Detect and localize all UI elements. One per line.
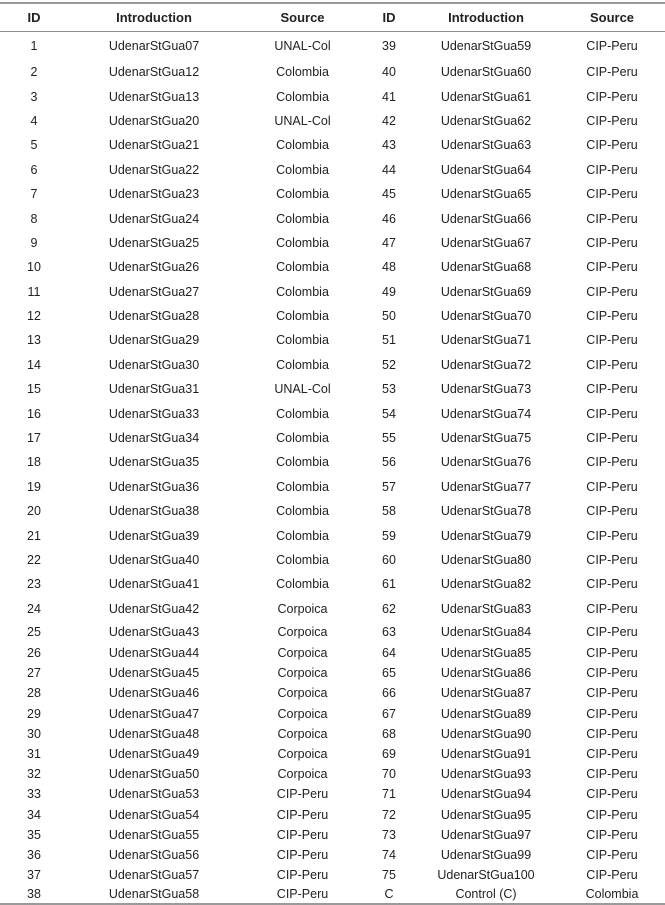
cell-source-left: CIP-Peru [276,847,329,862]
cell-source-right: CIP-Peru [586,333,638,348]
cell-source-left: CIP-Peru [276,887,329,902]
table-row [0,182,665,206]
cell-introduction-left: UdenarStGua46 [108,686,200,701]
cell-source-left: Colombia [276,577,329,592]
cell-source-left: Colombia [276,211,329,226]
cell-introduction-right: UdenarStGua61 [440,89,532,104]
cell-introduction-right: UdenarStGua77 [440,479,532,494]
cell-source-right: CIP-Peru [586,235,638,250]
table-row [0,663,665,683]
cell-id-left: 25 [27,624,41,639]
cell-source-left: Colombia [276,260,329,275]
cell-id-left: 36 [27,847,41,862]
cell-introduction-right: UdenarStGua94 [440,787,532,802]
cell-id-left: 27 [27,666,41,681]
table-row [0,724,665,744]
cell-id-left: 38 [27,887,41,902]
cell-id-right: 41 [382,89,396,104]
cell-introduction-right: UdenarStGua78 [440,504,532,519]
cell-id-left: 30 [27,726,41,741]
cell-id-left: 19 [27,479,41,494]
cell-id-left: 1 [30,39,38,53]
table-row [0,704,665,724]
cell-introduction-left: UdenarStGua43 [108,624,200,639]
cell-source-left: Colombia [276,357,329,372]
cell-introduction-right: UdenarStGua80 [440,553,532,567]
table-row [0,377,665,401]
cell-source-right: CIP-Peru [586,807,638,822]
cell-introduction-left: UdenarStGua28 [108,309,200,324]
cell-introduction-left: UdenarStGua30 [108,357,200,372]
cell-introduction-right: UdenarStGua71 [440,333,532,348]
cell-introduction-left: UdenarStGua55 [108,827,200,842]
cell-introduction-left: UdenarStGua54 [108,807,200,822]
cell-source-left: UNAL-Col [274,382,331,397]
cell-id-left: 37 [27,868,41,883]
table-row [0,133,665,157]
cell-source-right: CIP-Peru [586,284,638,299]
cell-introduction-right: UdenarStGua83 [440,601,532,616]
cell-id-right: 64 [382,646,396,661]
table-row [0,60,665,84]
cell-introduction-right: UdenarStGua86 [440,666,532,681]
cell-introduction-left: UdenarStGua49 [108,747,200,762]
cell-id-right: 53 [382,382,396,397]
cell-id-right: 52 [382,357,396,372]
table-row [0,32,665,60]
cell-introduction-right: UdenarStGua89 [440,706,532,721]
cell-source-left: CIP-Peru [276,787,329,802]
cell-introduction-left: UdenarStGua39 [108,528,200,543]
cell-id-left: 11 [27,284,41,299]
cell-source-right: CIP-Peru [586,686,638,701]
cell-source-left: Colombia [276,528,329,543]
cell-source-left: Colombia [276,65,329,80]
cell-id-right: 61 [382,577,396,592]
cell-id-right: C [384,887,394,902]
cell-source-right: CIP-Peru [586,624,638,639]
cell-id-right: 47 [382,235,396,250]
cell-introduction-right: UdenarStGua74 [440,406,532,421]
cell-source-right: CIP-Peru [586,767,638,782]
cell-source-left: Colombia [276,553,329,567]
cell-source-left: Colombia [276,455,329,470]
cell-introduction-right: UdenarStGua82 [440,577,532,592]
cell-id-right: 57 [382,479,396,494]
cell-id-left: 29 [27,706,41,721]
table-row [0,475,665,499]
cell-source-right: CIP-Peru [586,601,638,616]
cell-source-right: CIP-Peru [586,89,638,104]
cell-source-right: Colombia [585,887,639,902]
table-row [0,353,665,377]
cell-source-right: CIP-Peru [586,706,638,721]
cell-introduction-right: UdenarStGua100 [437,868,535,883]
table-row [0,621,665,643]
cell-source-right: CIP-Peru [586,726,638,741]
cell-source-right: CIP-Peru [586,138,638,153]
cell-id-left: 10 [27,260,41,275]
cell-introduction-left: UdenarStGua12 [108,65,200,80]
cell-source-right: CIP-Peru [586,406,638,421]
table-row [0,764,665,784]
cell-source-left: Colombia [276,309,329,324]
cell-introduction-left: UdenarStGua22 [108,162,200,177]
cell-id-right: 40 [382,65,396,80]
cell-source-right: CIP-Peru [586,39,638,53]
cell-id-right: 55 [382,431,396,446]
cell-introduction-left: UdenarStGua56 [108,847,200,862]
cell-id-left: 35 [27,827,41,842]
table-row [0,825,665,845]
cell-id-right: 67 [382,706,396,721]
cell-id-right: 73 [382,827,396,842]
cell-source-right: CIP-Peru [586,479,638,494]
cell-introduction-right: UdenarStGua63 [440,138,532,153]
cell-id-right: 51 [382,333,396,348]
cell-introduction-right: UdenarStGua64 [440,162,532,177]
table-row [0,280,665,304]
cell-introduction-right: UdenarStGua66 [440,211,532,226]
cell-source-left: Colombia [276,187,329,202]
cell-source-right: CIP-Peru [586,553,638,567]
cell-id-left: 8 [30,211,38,226]
cell-source-left: Colombia [276,333,329,348]
cell-id-left: 33 [27,787,41,802]
cell-id-right: 49 [382,284,396,299]
cell-id-left: 4 [30,113,38,128]
table-row [0,523,665,547]
cell-id-left: 6 [30,162,38,177]
cell-introduction-right: UdenarStGua97 [440,827,532,842]
cell-source-right: CIP-Peru [586,113,638,128]
cell-introduction-right: UdenarStGua91 [440,747,532,762]
table-row [0,784,665,804]
cell-source-left: Corpoica [277,686,328,701]
cell-source-right: CIP-Peru [586,577,638,592]
cell-introduction-right: UdenarStGua67 [440,235,532,250]
cell-id-left: 3 [30,89,38,104]
cell-id-left: 34 [27,807,41,822]
cell-introduction-left: UdenarStGua21 [108,138,200,153]
cell-id-right: 50 [382,309,396,324]
cell-introduction-left: UdenarStGua36 [108,479,200,494]
cell-source-left: Colombia [276,235,329,250]
cell-source-right: CIP-Peru [586,504,638,519]
cell-source-left: Colombia [276,162,329,177]
cell-introduction-left: UdenarStGua42 [108,601,200,616]
cell-id-left: 24 [27,601,41,616]
cell-id-left: 16 [27,406,41,421]
cell-id-left: 32 [27,767,41,782]
cell-id-left: 31 [27,747,41,762]
cell-introduction-left: UdenarStGua45 [108,666,200,681]
cell-introduction-left: UdenarStGua50 [108,767,200,782]
cell-introduction-left: UdenarStGua34 [108,431,200,446]
cell-introduction-right: UdenarStGua76 [440,455,532,470]
cell-source-right: CIP-Peru [586,65,638,80]
cell-source-left: Colombia [276,284,329,299]
cell-id-right: 72 [382,807,396,822]
cell-id-left: 18 [27,455,41,470]
cell-introduction-right: UdenarStGua85 [440,646,532,661]
cell-source-right: CIP-Peru [586,187,638,202]
cell-introduction-right: UdenarStGua90 [440,726,532,741]
table-row [0,597,665,621]
cell-introduction-left: UdenarStGua07 [108,39,200,53]
cell-introduction-left: UdenarStGua38 [108,504,200,519]
cell-id-right: 66 [382,686,396,701]
header-source-left: Source [280,10,325,25]
cell-source-right: CIP-Peru [586,455,638,470]
header-introduction-right: Introduction [448,10,524,25]
cell-source-left: Colombia [276,504,329,519]
cell-introduction-right: UdenarStGua68 [440,260,532,275]
cell-id-right: 69 [382,747,396,762]
cell-introduction-right: UdenarStGua73 [440,382,532,397]
cell-id-left: 21 [27,528,41,543]
table-row [0,683,665,703]
cell-source-right: CIP-Peru [586,646,638,661]
cell-introduction-right: UdenarStGua59 [440,39,532,53]
cell-introduction-right: UdenarStGua84 [440,624,532,639]
cell-id-right: 59 [382,528,396,543]
cell-source-left: Corpoica [277,666,328,681]
table-row [0,548,665,572]
cell-source-left: Colombia [276,138,329,153]
cell-introduction-right: UdenarStGua87 [440,686,532,701]
cell-source-right: CIP-Peru [586,357,638,372]
cell-source-right: CIP-Peru [586,827,638,842]
cell-source-left: Colombia [276,479,329,494]
table-row [0,304,665,328]
cell-id-left: 9 [30,235,38,250]
cell-id-right: 42 [382,113,396,128]
cell-source-right: CIP-Peru [586,260,638,275]
cell-source-left: Corpoica [277,767,328,782]
header-id-left: ID [27,10,41,25]
cell-introduction-left: UdenarStGua41 [108,577,200,592]
table-row [0,206,665,230]
table-row [0,255,665,279]
cell-id-right: 39 [382,39,396,53]
cell-introduction-left: UdenarStGua26 [108,260,200,275]
cell-introduction-right: UdenarStGua95 [440,807,532,822]
cell-introduction-left: UdenarStGua35 [108,455,200,470]
cell-source-left: Corpoica [277,726,328,741]
table-row [0,401,665,425]
table-row [0,109,665,133]
cell-introduction-left: UdenarStGua58 [108,887,200,902]
cell-id-right: 71 [382,787,396,802]
cell-source-left: CIP-Peru [276,827,329,842]
cell-id-right: 70 [382,767,396,782]
table-row [0,231,665,255]
cell-introduction-right: Control (C) [455,887,517,902]
cell-source-right: CIP-Peru [586,747,638,762]
cell-introduction-right: UdenarStGua65 [440,187,532,202]
cell-source-left: Colombia [276,406,329,421]
cell-source-right: CIP-Peru [586,309,638,324]
cell-id-right: 44 [382,162,396,177]
cell-source-left: Corpoica [277,601,328,616]
cell-source-left: CIP-Peru [276,868,329,883]
cell-id-left: 15 [27,382,41,397]
cell-source-left: Corpoica [277,706,328,721]
cell-id-left: 5 [30,138,38,153]
cell-source-right: CIP-Peru [586,868,638,883]
table-row [0,804,665,824]
table-body [0,32,665,903]
cell-source-right: CIP-Peru [586,787,638,802]
cell-source-right: CIP-Peru [586,847,638,862]
cell-introduction-left: UdenarStGua24 [108,211,200,226]
cell-id-left: 17 [27,431,41,446]
cell-source-right: CIP-Peru [586,382,638,397]
cell-source-left: Corpoica [277,747,328,762]
cell-id-left: 20 [27,504,41,519]
cell-id-right: 62 [382,601,396,616]
cell-introduction-right: UdenarStGua93 [440,767,532,782]
cell-id-right: 45 [382,187,396,202]
cell-source-right: CIP-Peru [586,666,638,681]
cell-id-right: 43 [382,138,396,153]
cell-id-left: 12 [27,309,41,324]
cell-introduction-left: UdenarStGua13 [108,89,200,104]
cell-introduction-left: UdenarStGua44 [108,646,200,661]
cell-introduction-right: UdenarStGua99 [440,847,532,862]
table-row [0,744,665,764]
cell-introduction-right: UdenarStGua70 [440,309,532,324]
cell-id-right: 65 [382,666,396,681]
cell-source-right: CIP-Peru [586,211,638,226]
header-source-right: Source [589,10,635,25]
table-row [0,845,665,865]
cell-id-left: 22 [27,553,41,567]
cell-source-right: CIP-Peru [586,162,638,177]
cell-introduction-left: UdenarStGua53 [108,787,200,802]
cell-id-right: 68 [382,726,396,741]
table-row [0,572,665,596]
cell-introduction-left: UdenarStGua31 [108,382,200,397]
header-introduction-left: Introduction [116,10,192,25]
cell-source-left: CIP-Peru [276,807,329,822]
cell-introduction-left: UdenarStGua40 [108,553,200,567]
cell-id-left: 28 [27,686,41,701]
cell-introduction-left: UdenarStGua23 [108,187,200,202]
table-row [0,426,665,450]
cell-id-left: 2 [30,65,38,80]
cell-introduction-right: UdenarStGua79 [440,528,532,543]
cell-id-right: 46 [382,211,396,226]
cell-id-left: 13 [27,333,41,348]
table-row [0,328,665,352]
cell-introduction-left: UdenarStGua20 [108,113,200,128]
cell-introduction-right: UdenarStGua62 [440,113,532,128]
table-row [0,643,665,663]
cell-source-left: Colombia [276,89,329,104]
table-row [0,84,665,108]
cell-id-right: 54 [382,406,396,421]
cell-id-right: 75 [382,868,396,883]
cell-introduction-left: UdenarStGua29 [108,333,200,348]
table-row [0,450,665,474]
cell-introduction-right: UdenarStGua72 [440,357,532,372]
cell-id-right: 60 [382,553,396,567]
cell-source-left: Corpoica [277,624,328,639]
cell-id-left: 26 [27,646,41,661]
table-row [0,865,665,885]
cell-source-left: Colombia [276,431,329,446]
cell-source-left: Corpoica [277,646,328,661]
cell-id-right: 48 [382,260,396,275]
cell-id-left: 14 [27,357,41,372]
cell-id-left: 23 [27,577,41,592]
cell-id-right: 74 [382,847,396,862]
cell-introduction-left: UdenarStGua27 [108,284,200,299]
table-row [0,158,665,182]
header-id-right: ID [382,10,396,25]
cell-introduction-left: UdenarStGua48 [108,726,200,741]
table-header-row [0,4,665,32]
cell-source-left: UNAL-Col [274,113,331,128]
cell-introduction-left: UdenarStGua57 [108,868,200,883]
cell-source-right: CIP-Peru [586,528,638,543]
cell-introduction-left: UdenarStGua25 [108,235,200,250]
accession-table [0,2,665,905]
cell-introduction-left: UdenarStGua47 [108,706,200,721]
cell-introduction-left: UdenarStGua33 [108,406,200,421]
cell-introduction-right: UdenarStGua60 [440,65,532,80]
cell-introduction-right: UdenarStGua69 [440,284,532,299]
cell-introduction-right: UdenarStGua75 [440,431,532,446]
cell-id-right: 56 [382,455,396,470]
cell-id-right: 58 [382,504,396,519]
cell-id-left: 7 [30,187,38,202]
cell-source-right: CIP-Peru [586,431,638,446]
table-row [0,499,665,523]
cell-id-right: 63 [382,624,396,639]
cell-source-left: UNAL-Col [274,39,331,53]
table-row [0,885,665,903]
